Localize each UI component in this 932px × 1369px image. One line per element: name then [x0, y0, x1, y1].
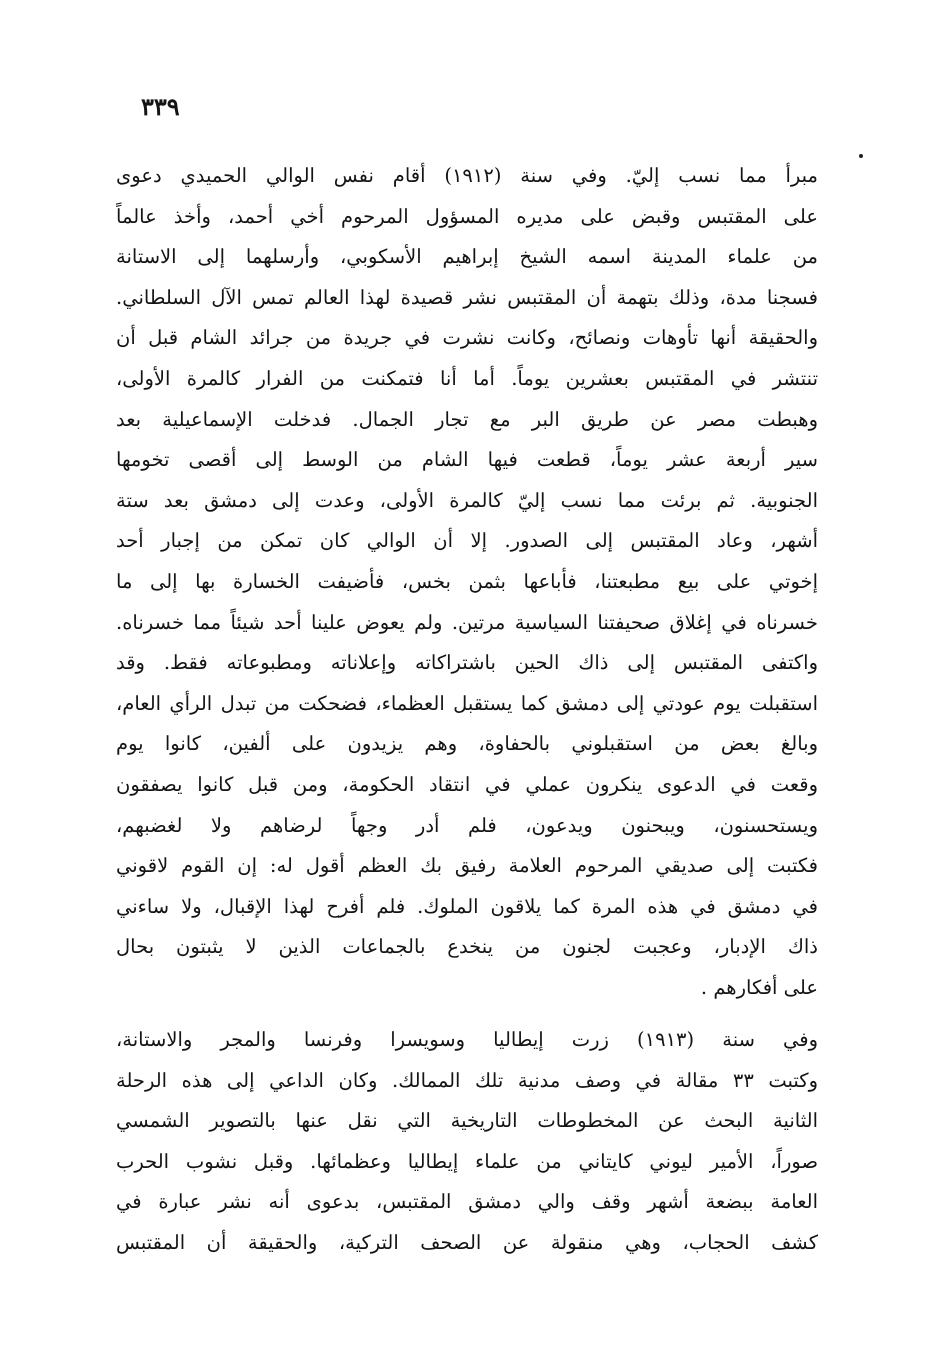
text-line: خسرناه في إغلاق صحيفتنا السياسية مرتين. ولم يعوض علينا أحد شيئاً مما خسرناه.: [116, 610, 818, 634]
text-line: سير أربعة عشر يوماً، قطعت فيها الشام من الوسط إلى أقصى تخومها: [116, 448, 818, 472]
text-line: إخوتي على بيع مطبعتنا، فأباعها بثمن بخس، فأضيفت الخسارة بها إلى ما: [116, 569, 818, 593]
text-line: والحقيقة أنها تأوهات ونصائح، وكانت نشرت في جريدة من جرائد الشام قبل أن: [116, 326, 818, 350]
text-line: وهبطت مصر عن طريق البر مع تجار الجمال. فدخلت الإسماعيلية بعد: [116, 407, 818, 431]
text-line: كشف الحجاب، وهي منقولة عن الصحف التركية، والحقيقة أن المقتبس: [116, 1230, 818, 1254]
text-line: وكتبت ٣٣ مقالة في وصف مدنية تلك الممالك. وكان الداعي إلى هذه الرحلة: [116, 1068, 818, 1092]
text-line: على أفكارهم .: [700, 975, 818, 999]
text-line: في دمشق في هذه المرة كما يلاقون الملوك. فلم أفرح لهذا الإقبال، ولا ساءني: [116, 894, 818, 918]
text-line: وقعت في الدعوى ينكرون عملي في انتقاد الحكومة، ومن قبل كانوا يصفقون: [116, 772, 818, 796]
text-line: فسجنا مدة، وذلك بتهمة أن المقتبس نشر قصيدة لهذا العالم تمس الآل السلطاني.: [116, 285, 818, 309]
text-line: وبالغ بعض من استقبلوني بالحفاوة، وهم يزيدون على ألفين، كانوا يوم: [116, 732, 818, 756]
text-line: الجنوبية. ثم برئت مما نسب إليّ كالمرة الأولى، وعدت إلى دمشق بعد ستة: [116, 488, 818, 512]
text-line: تنتشر في المقتبس بعشرين يوماً. أما أنا فتمكنت من الفرار كالمرة الأولى،: [116, 366, 818, 390]
text-line: مبرأ مما نسب إليّ. وفي سنة (١٩١٢) أقام نفس الوالي الحميدي دعوى: [116, 164, 818, 187]
paragraph-2: [116, 1020, 818, 1264]
text-line: صوراً، الأمير ليوني كايتاني من علماء إيطاليا وعظمائها. وقبل نشوب الحرب: [116, 1149, 818, 1173]
stray-ink-dot: [859, 154, 863, 158]
page-number: ٣٣٩: [141, 92, 180, 121]
text-line: العامة ببضعة أشهر وقف والي دمشق المقتبس، بدعوى أنه نشر عبارة في: [116, 1190, 818, 1214]
text-line: من علماء المدينة اسمه الشيخ إبراهيم الأسكوبي، وأرسلهما إلى الاستانة: [116, 245, 818, 269]
text-line: ذاك الإدبار، وعجبت لجنون من ينخدع بالجماعات الذين لا يثبتون بحال: [116, 935, 818, 959]
text-line: على المقتبس وقبض على مديره المسؤول المرحوم أخي أحمد، وأخذ عالماً: [116, 204, 818, 228]
text-line: الثانية البحث عن المخطوطات التاريخية التي نقل عنها بالتصوير الشمسي: [116, 1109, 818, 1133]
text-line: فكتبت إلى صديقي المرحوم العلامة رفيق بك العظم أقول له: إن القوم لاقوني: [116, 854, 818, 878]
text-line: ويستحسنون، ويبحنون ويدعون، فلم أدر وجهاً لرضاهم ولا لغضبهم،: [116, 813, 818, 837]
text-line: واكتفى المقتبس إلى ذاك الحين باشتراكاته وإعلاناته ومطبوعاته فقط. وقد: [116, 651, 818, 675]
paragraph-1: [116, 156, 818, 1008]
text-line: استقبلت يوم عودتي إلى دمشق كما يستقبل العظماء، فضحكت من تبدل الرأي العام،: [116, 691, 818, 715]
text-line: أشهر، وعاد المقتبس إلى الصدور. إلا أن الوالي كان تمكن من إجبار أحد: [116, 529, 818, 553]
text-line: وفي سنة (١٩١٣) زرت إيطاليا وسويسرا وفرنسا والمجر والاستانة،: [116, 1028, 818, 1051]
